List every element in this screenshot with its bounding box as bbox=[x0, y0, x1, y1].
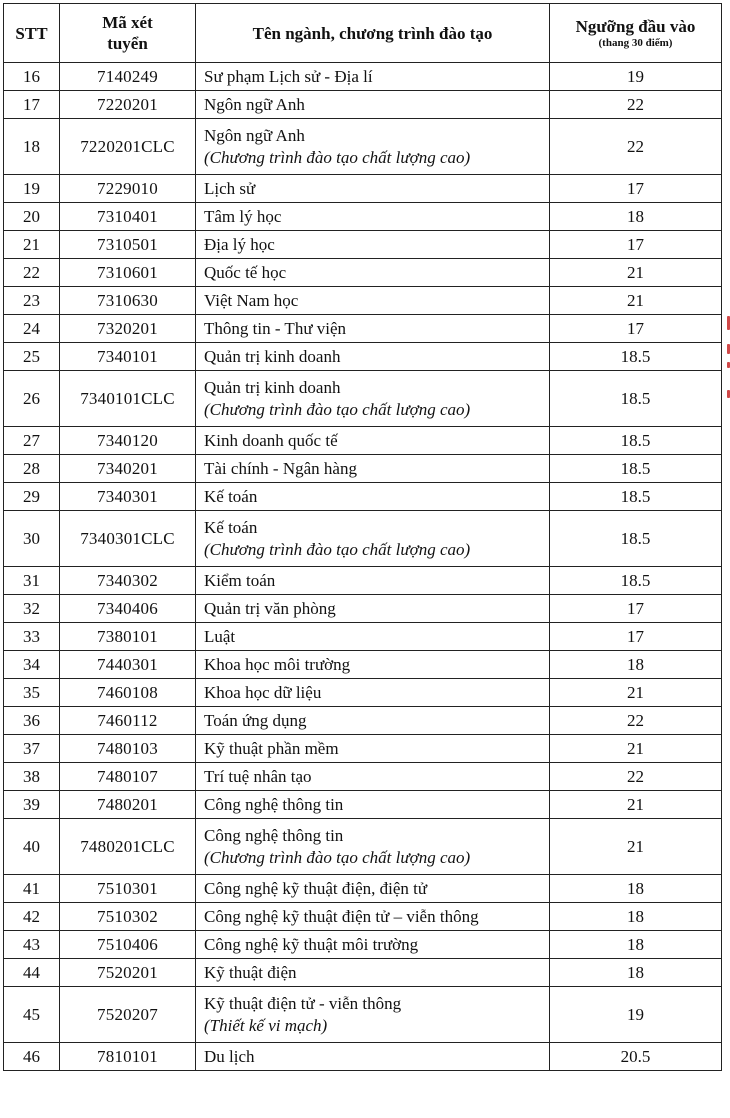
row-stt: 26 bbox=[4, 371, 60, 427]
row-code: 7510406 bbox=[60, 931, 196, 959]
row-program-name: Quản trị kinh doanh bbox=[204, 377, 341, 397]
row-program-name: Khoa học dữ liệu bbox=[204, 682, 322, 702]
header-threshold bbox=[550, 4, 722, 63]
row-threshold: 19 bbox=[550, 63, 722, 91]
table-row bbox=[4, 427, 722, 455]
row-stt: 19 bbox=[4, 175, 60, 203]
row-program bbox=[196, 931, 550, 959]
row-program-name: Tâm lý học bbox=[204, 206, 282, 226]
table-body bbox=[4, 63, 722, 1071]
admission-threshold-table bbox=[3, 3, 722, 1071]
row-code: 7480107 bbox=[60, 763, 196, 791]
row-program bbox=[196, 203, 550, 231]
row-threshold: 22 bbox=[550, 119, 722, 175]
row-program-name: Công nghệ thông tin bbox=[204, 794, 344, 814]
row-code: 7510302 bbox=[60, 903, 196, 931]
table-row bbox=[4, 595, 722, 623]
row-program-note: (Chương trình đào tạo chất lượng cao) bbox=[204, 847, 471, 867]
row-program-note: (Chương trình đào tạo chất lượng cao) bbox=[204, 539, 471, 559]
table-row bbox=[4, 679, 722, 707]
row-program-name: Lịch sử bbox=[204, 178, 256, 198]
row-program bbox=[196, 287, 550, 315]
row-program bbox=[196, 427, 550, 455]
table-row bbox=[4, 63, 722, 91]
table-header-row bbox=[4, 4, 722, 63]
row-stt: 36 bbox=[4, 707, 60, 735]
row-program bbox=[196, 455, 550, 483]
table-row bbox=[4, 371, 722, 427]
row-code: 7340120 bbox=[60, 427, 196, 455]
row-code: 7460108 bbox=[60, 679, 196, 707]
table-row bbox=[4, 791, 722, 819]
table-row bbox=[4, 511, 722, 567]
row-program bbox=[196, 63, 550, 91]
table-row bbox=[4, 203, 722, 231]
row-program-name: Công nghệ kỹ thuật điện tử – viễn thông bbox=[204, 906, 479, 926]
row-program bbox=[196, 511, 550, 567]
row-program-name: Sư phạm Lịch sử - Địa lí bbox=[204, 66, 373, 86]
row-threshold: 17 bbox=[550, 175, 722, 203]
header-code-line1: Mã xét bbox=[102, 13, 153, 32]
row-stt: 30 bbox=[4, 511, 60, 567]
header-program-label: Tên ngành, chương trình đào tạo bbox=[252, 23, 493, 43]
row-program bbox=[196, 1043, 550, 1071]
header-code-line2: tuyển bbox=[107, 34, 148, 53]
row-stt: 43 bbox=[4, 931, 60, 959]
table-row bbox=[4, 175, 722, 203]
row-program-name: Quản trị văn phòng bbox=[204, 598, 336, 618]
row-code: 7310630 bbox=[60, 287, 196, 315]
row-stt: 27 bbox=[4, 427, 60, 455]
row-program-note: (Chương trình đào tạo chất lượng cao) bbox=[204, 399, 471, 419]
row-code: 7380101 bbox=[60, 623, 196, 651]
table-row bbox=[4, 287, 722, 315]
row-stt: 29 bbox=[4, 483, 60, 511]
row-program-name: Kỹ thuật điện tử - viễn thông bbox=[204, 993, 402, 1013]
row-program bbox=[196, 903, 550, 931]
row-threshold: 18 bbox=[550, 959, 722, 987]
row-stt: 33 bbox=[4, 623, 60, 651]
row-threshold: 22 bbox=[550, 707, 722, 735]
table-row bbox=[4, 903, 722, 931]
row-program bbox=[196, 763, 550, 791]
row-code: 7510301 bbox=[60, 875, 196, 903]
row-program bbox=[196, 315, 550, 343]
row-stt: 46 bbox=[4, 1043, 60, 1071]
row-threshold: 18.5 bbox=[550, 343, 722, 371]
row-code: 7220201 bbox=[60, 91, 196, 119]
header-code bbox=[60, 4, 196, 63]
table-row bbox=[4, 707, 722, 735]
row-stt: 38 bbox=[4, 763, 60, 791]
table-row bbox=[4, 1043, 722, 1071]
row-threshold: 17 bbox=[550, 623, 722, 651]
row-program bbox=[196, 987, 550, 1043]
margin-marks bbox=[724, 316, 730, 406]
table-row bbox=[4, 651, 722, 679]
table-row bbox=[4, 735, 722, 763]
row-threshold: 21 bbox=[550, 819, 722, 875]
row-program bbox=[196, 679, 550, 707]
row-program-name: Công nghệ kỹ thuật môi trường bbox=[204, 934, 419, 954]
row-program-name: Quản trị kinh doanh bbox=[204, 346, 341, 366]
row-program bbox=[196, 875, 550, 903]
row-stt: 44 bbox=[4, 959, 60, 987]
row-program bbox=[196, 119, 550, 175]
table-row bbox=[4, 623, 722, 651]
row-threshold: 18.5 bbox=[550, 567, 722, 595]
row-program-name: Luật bbox=[204, 626, 236, 646]
row-stt: 22 bbox=[4, 259, 60, 287]
table-row bbox=[4, 91, 722, 119]
table-row bbox=[4, 875, 722, 903]
row-program-name: Thông tin - Thư viện bbox=[204, 318, 347, 338]
row-program-name: Công nghệ thông tin bbox=[204, 825, 344, 845]
header-stt-label: STT bbox=[15, 23, 48, 43]
row-program-name: Kinh doanh quốc tế bbox=[204, 430, 338, 450]
row-threshold: 18 bbox=[550, 651, 722, 679]
table-row bbox=[4, 567, 722, 595]
row-stt: 45 bbox=[4, 987, 60, 1043]
row-program bbox=[196, 343, 550, 371]
row-program-name: Việt Nam học bbox=[204, 290, 299, 310]
row-program-note: (Thiết kế vi mạch) bbox=[204, 1015, 328, 1035]
row-stt: 34 bbox=[4, 651, 60, 679]
row-code: 7440301 bbox=[60, 651, 196, 679]
row-threshold: 18.5 bbox=[550, 427, 722, 455]
row-threshold: 18.5 bbox=[550, 455, 722, 483]
row-threshold: 19 bbox=[550, 987, 722, 1043]
row-stt: 42 bbox=[4, 903, 60, 931]
row-program bbox=[196, 567, 550, 595]
row-stt: 25 bbox=[4, 343, 60, 371]
row-stt: 37 bbox=[4, 735, 60, 763]
row-program bbox=[196, 483, 550, 511]
table-row bbox=[4, 315, 722, 343]
row-threshold: 18 bbox=[550, 903, 722, 931]
table-row bbox=[4, 343, 722, 371]
row-code: 7340406 bbox=[60, 595, 196, 623]
row-threshold: 22 bbox=[550, 763, 722, 791]
row-threshold: 18 bbox=[550, 931, 722, 959]
row-code: 7310401 bbox=[60, 203, 196, 231]
row-code: 7340101 bbox=[60, 343, 196, 371]
row-program-name: Địa lý học bbox=[204, 234, 275, 254]
row-stt: 23 bbox=[4, 287, 60, 315]
row-program-name: Quốc tế học bbox=[204, 262, 287, 282]
row-code: 7480103 bbox=[60, 735, 196, 763]
table-row bbox=[4, 231, 722, 259]
row-code: 7340301 bbox=[60, 483, 196, 511]
row-program-name: Ngôn ngữ Anh bbox=[204, 125, 305, 145]
row-stt: 24 bbox=[4, 315, 60, 343]
row-code: 7810101 bbox=[60, 1043, 196, 1071]
row-code: 7480201 bbox=[60, 791, 196, 819]
row-stt: 41 bbox=[4, 875, 60, 903]
row-program bbox=[196, 707, 550, 735]
row-code: 7320201 bbox=[60, 315, 196, 343]
header-program bbox=[196, 4, 550, 63]
table-row bbox=[4, 819, 722, 875]
row-threshold: 20.5 bbox=[550, 1043, 722, 1071]
table-row bbox=[4, 259, 722, 287]
row-program bbox=[196, 231, 550, 259]
row-code: 7460112 bbox=[60, 707, 196, 735]
row-code: 7520201 bbox=[60, 959, 196, 987]
row-stt: 20 bbox=[4, 203, 60, 231]
row-threshold: 18 bbox=[550, 875, 722, 903]
row-threshold: 17 bbox=[550, 315, 722, 343]
row-program-name: Kiểm toán bbox=[204, 570, 276, 590]
row-threshold: 21 bbox=[550, 735, 722, 763]
row-threshold: 18.5 bbox=[550, 371, 722, 427]
row-program bbox=[196, 651, 550, 679]
row-threshold: 18 bbox=[550, 203, 722, 231]
table-row bbox=[4, 959, 722, 987]
row-program bbox=[196, 595, 550, 623]
table-row bbox=[4, 455, 722, 483]
row-program bbox=[196, 175, 550, 203]
row-program-name: Toán ứng dụng bbox=[204, 710, 307, 730]
row-program-name: Trí tuệ nhân tạo bbox=[204, 766, 312, 786]
row-program bbox=[196, 371, 550, 427]
row-code: 7229010 bbox=[60, 175, 196, 203]
row-threshold: 21 bbox=[550, 679, 722, 707]
row-code: 7340201 bbox=[60, 455, 196, 483]
row-program-name: Kế toán bbox=[204, 517, 258, 537]
row-program bbox=[196, 623, 550, 651]
header-threshold-note: (thang 30 điểm) bbox=[598, 37, 673, 49]
row-program bbox=[196, 959, 550, 987]
row-stt: 40 bbox=[4, 819, 60, 875]
row-threshold: 21 bbox=[550, 259, 722, 287]
row-program bbox=[196, 91, 550, 119]
row-code: 7140249 bbox=[60, 63, 196, 91]
row-stt: 35 bbox=[4, 679, 60, 707]
row-threshold: 17 bbox=[550, 595, 722, 623]
row-program bbox=[196, 791, 550, 819]
table-row bbox=[4, 763, 722, 791]
table-row bbox=[4, 987, 722, 1043]
row-threshold: 17 bbox=[550, 231, 722, 259]
row-stt: 18 bbox=[4, 119, 60, 175]
header-stt bbox=[4, 4, 60, 63]
row-code: 7340301CLC bbox=[60, 511, 196, 567]
row-stt: 16 bbox=[4, 63, 60, 91]
row-code: 7220201CLC bbox=[60, 119, 196, 175]
row-program-name: Kỹ thuật điện bbox=[204, 962, 297, 982]
row-program-name: Tài chính - Ngân hàng bbox=[204, 458, 357, 478]
row-threshold: 18.5 bbox=[550, 483, 722, 511]
table-row bbox=[4, 119, 722, 175]
row-program bbox=[196, 735, 550, 763]
row-threshold: 21 bbox=[550, 791, 722, 819]
row-program-note: (Chương trình đào tạo chất lượng cao) bbox=[204, 147, 471, 167]
row-code: 7310601 bbox=[60, 259, 196, 287]
row-program bbox=[196, 259, 550, 287]
row-program-name: Ngôn ngữ Anh bbox=[204, 94, 305, 114]
row-program-name: Công nghệ kỹ thuật điện, điện tử bbox=[204, 878, 428, 898]
row-threshold: 22 bbox=[550, 91, 722, 119]
row-stt: 32 bbox=[4, 595, 60, 623]
row-code: 7340101CLC bbox=[60, 371, 196, 427]
row-program-name: Du lịch bbox=[204, 1046, 255, 1066]
admission-threshold-table-page bbox=[3, 3, 721, 1071]
row-program bbox=[196, 819, 550, 875]
row-threshold: 21 bbox=[550, 287, 722, 315]
row-stt: 17 bbox=[4, 91, 60, 119]
row-code: 7340302 bbox=[60, 567, 196, 595]
row-program-name: Khoa học môi trường bbox=[204, 654, 351, 674]
row-code: 7520207 bbox=[60, 987, 196, 1043]
row-stt: 39 bbox=[4, 791, 60, 819]
row-program-name: Kế toán bbox=[204, 486, 258, 506]
row-code: 7480201CLC bbox=[60, 819, 196, 875]
row-threshold: 18.5 bbox=[550, 511, 722, 567]
row-stt: 28 bbox=[4, 455, 60, 483]
table-row bbox=[4, 483, 722, 511]
row-stt: 31 bbox=[4, 567, 60, 595]
table-row bbox=[4, 931, 722, 959]
header-threshold-label: Ngưỡng đầu vào bbox=[575, 17, 696, 36]
row-stt: 21 bbox=[4, 231, 60, 259]
row-code: 7310501 bbox=[60, 231, 196, 259]
row-program-name: Kỹ thuật phần mềm bbox=[204, 738, 339, 758]
